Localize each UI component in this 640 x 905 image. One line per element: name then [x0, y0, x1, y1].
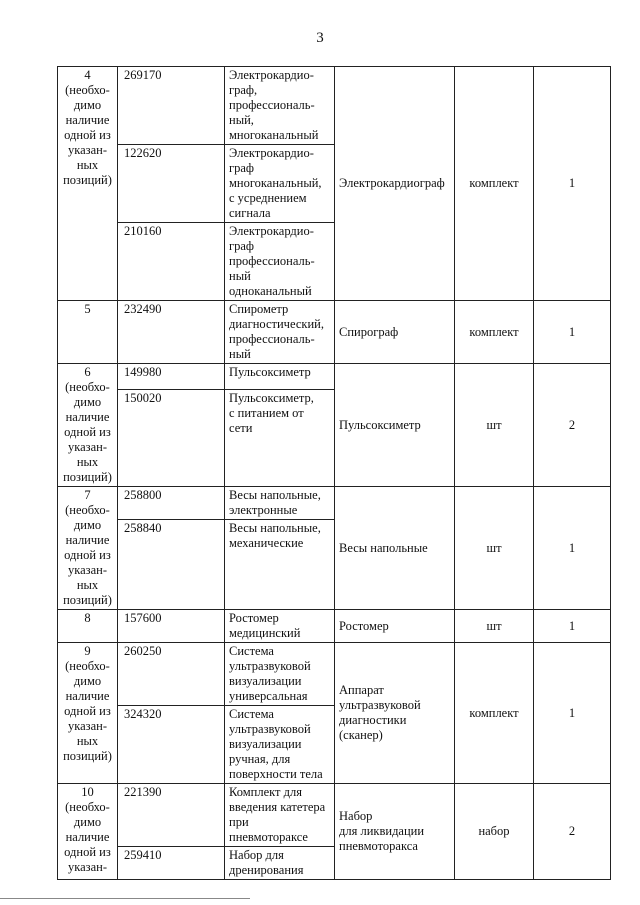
name-cell: Комплект для введения катетера при пневмотораксе — [225, 784, 335, 847]
code-cell: 324320 — [118, 706, 225, 784]
name-cell: Весы напольные, механические — [225, 520, 335, 610]
name-cell: Система ультразвуковой визуализации ручная, для поверхности тела — [225, 706, 335, 784]
footer-divider — [0, 898, 250, 899]
position-cell: 8 — [58, 610, 118, 643]
table-row — [58, 784, 611, 847]
quantity-cell: 2 — [534, 784, 611, 880]
code-cell: 258800 — [118, 487, 225, 520]
table-row — [58, 487, 611, 520]
code-cell: 149980 — [118, 364, 225, 390]
unit-cell: комплект — [455, 67, 534, 301]
table-row — [58, 301, 611, 364]
equipment-type-cell: Весы напольные — [335, 487, 455, 610]
code-cell: 258840 — [118, 520, 225, 610]
unit-cell: шт — [455, 364, 534, 487]
equipment-table-body — [58, 67, 611, 880]
name-cell: Набор для дренирования — [225, 847, 335, 880]
position-cell: 4 (необхо- димо наличие одной из указан- ных позиций) — [58, 67, 118, 301]
equipment-type-cell: Пульсоксиметр — [335, 364, 455, 487]
table-row — [58, 364, 611, 390]
quantity-cell: 1 — [534, 67, 611, 301]
equipment-table — [57, 66, 611, 880]
equipment-type-cell: Электрокардиограф — [335, 67, 455, 301]
table-row — [58, 610, 611, 643]
unit-cell: набор — [455, 784, 534, 880]
position-cell: 10 (необхо- димо наличие одной из указан- — [58, 784, 118, 880]
code-cell: 210160 — [118, 223, 225, 301]
code-cell: 150020 — [118, 390, 225, 487]
page-number: 3 — [316, 30, 324, 46]
equipment-type-cell: Набор для ликвидации пневмоторакса — [335, 784, 455, 880]
equipment-type-cell: Спирограф — [335, 301, 455, 364]
table-row — [58, 643, 611, 706]
equipment-type-cell: Ростомер — [335, 610, 455, 643]
name-cell: Система ультразвуковой визуализации универсальная — [225, 643, 335, 706]
table-row — [58, 67, 611, 145]
position-cell: 7 (необхо- димо наличие одной из указан- ных позиций) — [58, 487, 118, 610]
name-cell: Электрокардио- граф профессиональ- ный одноканальный — [225, 223, 335, 301]
name-cell: Пульсоксиметр — [225, 364, 335, 390]
unit-cell: комплект — [455, 643, 534, 784]
quantity-cell: 2 — [534, 364, 611, 487]
name-cell: Электрокардио- граф, профессиональ- ный, многоканальный — [225, 67, 335, 145]
code-cell: 122620 — [118, 145, 225, 223]
quantity-cell: 1 — [534, 301, 611, 364]
name-cell: Спирометр диагностический, профессиональ- ный — [225, 301, 335, 364]
quantity-cell: 1 — [534, 487, 611, 610]
code-cell: 260250 — [118, 643, 225, 706]
code-cell: 221390 — [118, 784, 225, 847]
name-cell: Ростомер медицинский — [225, 610, 335, 643]
code-cell: 157600 — [118, 610, 225, 643]
quantity-cell: 1 — [534, 643, 611, 784]
position-cell: 5 — [58, 301, 118, 364]
code-cell: 259410 — [118, 847, 225, 880]
unit-cell: шт — [455, 487, 534, 610]
equipment-type-cell: Аппарат ультразвуковой диагностики (сканер) — [335, 643, 455, 784]
code-cell: 269170 — [118, 67, 225, 145]
name-cell: Весы напольные, электронные — [225, 487, 335, 520]
unit-cell: комплект — [455, 301, 534, 364]
unit-cell: шт — [455, 610, 534, 643]
code-cell: 232490 — [118, 301, 225, 364]
position-cell: 9 (необхо- димо наличие одной из указан- ных позиций) — [58, 643, 118, 784]
name-cell: Пульсоксиметр, с питанием от сети — [225, 390, 335, 487]
quantity-cell: 1 — [534, 610, 611, 643]
name-cell: Электрокардио- граф многоканальный, с усреднением сигнала — [225, 145, 335, 223]
position-cell: 6 (необхо- димо наличие одной из указан- ных позиций) — [58, 364, 118, 487]
